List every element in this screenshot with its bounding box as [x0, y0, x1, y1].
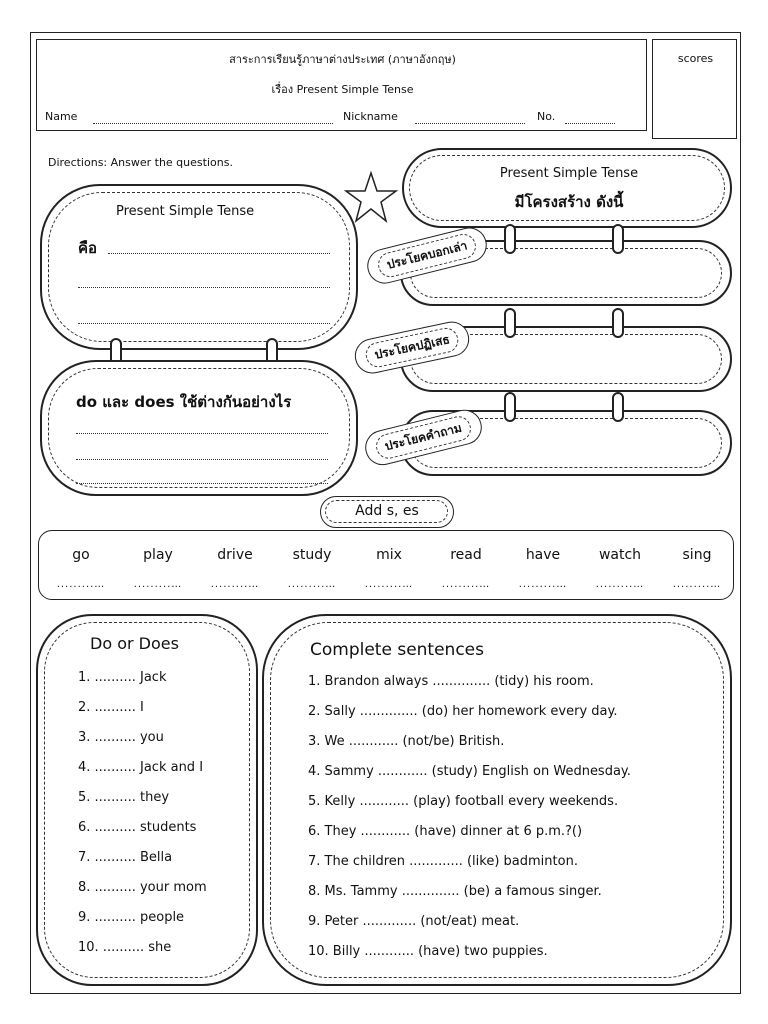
ring-icon: [612, 392, 624, 422]
number-label: No.: [537, 110, 556, 123]
do-does-line-2[interactable]: [76, 458, 328, 460]
do-or-does-item: 5. .......... they: [78, 790, 170, 805]
affirmative-tag: ประโยคบอกเล่า: [364, 224, 491, 288]
do-or-does-item: 1. .......... Jack: [78, 670, 167, 685]
sentence-item: 3. We ............ (not/be) British.: [308, 734, 505, 749]
star-icon: [344, 170, 398, 224]
sentence-item: 4. Sammy ............ (study) English on Wednesday.: [308, 764, 631, 779]
ring-icon: [612, 308, 624, 338]
name-field[interactable]: [93, 122, 333, 124]
do-or-does-item: 3. .......... you: [78, 730, 164, 745]
verb-play: play: [143, 547, 173, 563]
do-or-does-item: 9. .......... people: [78, 910, 185, 925]
do-or-does-item: 10. .......... she: [78, 940, 172, 955]
sentence-item: 5. Kelly ............ (play) football every weekends.: [308, 794, 619, 809]
directions-text: Directions: Answer the questions.: [48, 156, 233, 169]
sentence-item: 9. Peter ............. (not/eat) meat.: [308, 914, 520, 929]
sentence-item: 1. Brandon always .............. (tidy) his room.: [308, 674, 594, 689]
ring-icon: [504, 392, 516, 422]
complete-sentences-title: Complete sentences: [310, 640, 484, 660]
verb-read: read: [450, 547, 482, 563]
do-does-blob: [40, 360, 358, 496]
add-s-title: Add s, es: [355, 503, 419, 519]
verb-answer-blank[interactable]: .........…: [672, 579, 722, 590]
question-tag: ประโยคคำถาม: [362, 406, 486, 469]
verb-drive: drive: [217, 547, 253, 563]
definition-blob: [40, 184, 358, 350]
verb-go: go: [72, 547, 90, 563]
do-or-does-item: 2. .......... I: [78, 700, 144, 715]
verb-study: study: [292, 547, 332, 563]
worksheet-header: [36, 39, 647, 131]
verb-answer-blank[interactable]: .........…: [441, 579, 491, 590]
verb-watch: watch: [598, 547, 642, 563]
topic-line: เรื่อง Present Simple Tense: [271, 83, 414, 96]
do-or-does-item: 8. .......... your mom: [78, 880, 207, 895]
verb-have: have: [525, 547, 561, 563]
sentence-item: 2. Sally .............. (do) her homework every day.: [308, 704, 618, 719]
structure-title: Present Simple Tense: [499, 166, 639, 181]
do-does-line-3[interactable]: [76, 482, 328, 484]
ring-icon: [504, 224, 516, 254]
do-does-line-1[interactable]: [76, 432, 328, 434]
do-or-does-item: 4. .......... Jack and I: [78, 760, 204, 775]
do-or-does-blob: [36, 614, 258, 986]
do-or-does-title: Do or Does: [90, 634, 179, 653]
name-label: Name: [45, 110, 78, 123]
verb-answer-blank[interactable]: .........…: [595, 579, 645, 590]
verb-answer-blank[interactable]: .........…: [287, 579, 337, 590]
negative-tag: ประโยคปฏิเสธ: [352, 318, 473, 376]
nickname-label: Nickname: [343, 110, 398, 123]
verb-mix: mix: [376, 547, 402, 563]
definition-line-2[interactable]: [78, 286, 330, 288]
verb-answer-blank[interactable]: .........…: [133, 579, 183, 590]
scores-label: scores: [677, 52, 714, 65]
is-label: คือ: [78, 239, 98, 257]
add-s-title-box: [320, 496, 454, 528]
sentence-item: 8. Ms. Tammy .............. (be) a famous singer.: [308, 884, 602, 899]
sentence-item: 6. They ............ (have) dinner at 6 p.m.?(): [308, 824, 583, 839]
scores-box: [652, 39, 737, 139]
subject-line: สาระการเรียนรู้ภาษาต่างประเทศ (ภาษาอังกฤษ): [229, 53, 456, 66]
number-field[interactable]: [565, 122, 615, 124]
definition-title: Present Simple Tense: [116, 204, 255, 219]
ring-icon: [504, 308, 516, 338]
complete-sentences-blob: [262, 614, 732, 986]
verb-sing: sing: [682, 547, 712, 563]
definition-line-3[interactable]: [78, 322, 330, 324]
do-does-question: do และ does ใช้ต่างกันอย่างไร: [76, 393, 292, 411]
nickname-field[interactable]: [415, 122, 525, 124]
sentence-item: 7. The children ............. (like) badminton.: [308, 854, 578, 869]
do-or-does-item: 6. .......... students: [78, 820, 197, 835]
structure-title-blob: [402, 148, 732, 228]
verb-answer-blank[interactable]: .........…: [364, 579, 414, 590]
verb-answer-blank[interactable]: .........…: [518, 579, 568, 590]
sentence-item: 10. Billy ............ (have) two puppies.: [308, 944, 548, 959]
ring-icon: [612, 224, 624, 254]
add-s-box: [38, 530, 734, 600]
verb-answer-blank[interactable]: .........…: [210, 579, 260, 590]
definition-line-1[interactable]: [108, 252, 330, 254]
do-or-does-item: 7. .......... Bella: [78, 850, 173, 865]
verb-answer-blank[interactable]: .........…: [56, 579, 106, 590]
structure-subtitle: มีโครงสร้าง ดังนี้: [514, 193, 624, 211]
